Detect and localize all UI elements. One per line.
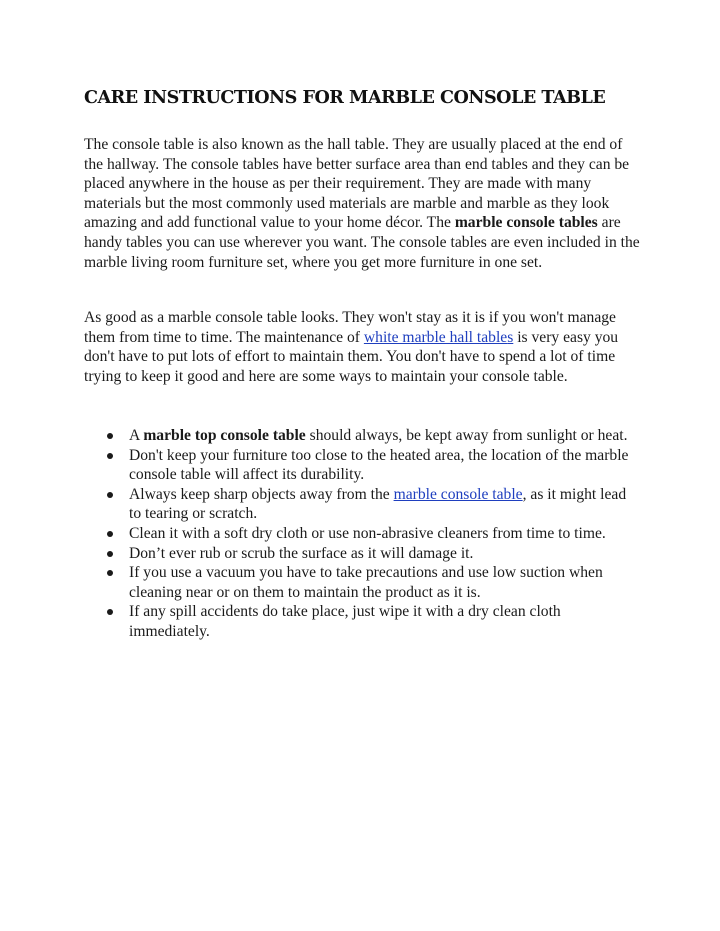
- intro-paragraph: [84, 135, 644, 272]
- list-item: [129, 485, 639, 524]
- maintenance-paragraph: [84, 308, 644, 386]
- bullet-icon: [107, 551, 113, 557]
- bullet-icon: [107, 492, 113, 498]
- bullet-icon: [107, 433, 113, 439]
- tip-5-text: Don’t ever rub or scrub the surface as it will damage it.: [129, 544, 474, 562]
- intro-text-end: are handy tables you can use wherever you want. The console tables are even included in the marble living room furniture set, where you get more furniture in one set.: [84, 214, 640, 271]
- intro-text-start: The console table is also known as the hall table. They are usually placed at the end of the hallway. The console tables have better surface area than end tables and they can be placed anywhere in the house as per their requirement. They are made with many materials but the most commonly used materials are marble and marble as they look amazing and add functional value to your home décor. The: [84, 136, 630, 232]
- list-item: [129, 544, 639, 564]
- list-item: [129, 602, 639, 641]
- link-tail-part[interactable]: s: [507, 328, 514, 346]
- tip-3-prefix: Always keep sharp objects away from the: [129, 485, 394, 503]
- white-marble-hall-tables-link[interactable]: [364, 329, 513, 346]
- list-item: [129, 446, 639, 485]
- bullet-icon: [107, 453, 113, 459]
- list-item: [129, 563, 639, 602]
- maintenance-text-start: As good as a marble console table looks. They won't stay as it is if you won't manage them from time to time. The maintenance of: [84, 309, 616, 346]
- tip-1-prefix: A: [129, 427, 144, 444]
- bullet-icon: [107, 609, 113, 615]
- list-item: [129, 426, 639, 446]
- maintenance-text-end: is very easy you don't have to put lots of effort to maintain them. You don't have to spend a lot of time trying to keep it good and here are some ways to maintain your console table.: [84, 328, 619, 385]
- bullet-icon: [107, 570, 113, 576]
- link-bold-part[interactable]: white marble hall table: [363, 328, 508, 346]
- tip-6-text: If you use a vacuum you have to take precautions and use low suction when cleaning near or on them to maintain the product as it is.: [129, 564, 603, 601]
- tip-4-text: Clean it with a soft dry cloth or use non-abrasive cleaners from time to time.: [129, 524, 606, 542]
- care-tips-list: [129, 426, 639, 642]
- list-item: [129, 524, 639, 544]
- document-title: CARE INSTRUCTIONS FOR MARBLE CONSOLE TABLE: [84, 87, 606, 108]
- bullet-icon: [107, 531, 113, 537]
- tip-1-bold: marble top console table: [143, 427, 306, 444]
- tip-2-text: Don't keep your furniture too close to the heated area, the location of the marble console table will affect its durability.: [129, 446, 629, 484]
- tip-1-suffix: should always, be kept away from sunlight or heat.: [305, 427, 628, 444]
- marble-console-table-link[interactable]: marble console table: [393, 485, 523, 503]
- intro-bold-phrase: marble console tables: [454, 214, 598, 232]
- tip-3-suffix: , as it might lead to tearing or scratch.: [129, 485, 627, 523]
- tip-7-text: If any spill accidents do take place, just wipe it with a dry clean cloth immediately.: [129, 603, 561, 640]
